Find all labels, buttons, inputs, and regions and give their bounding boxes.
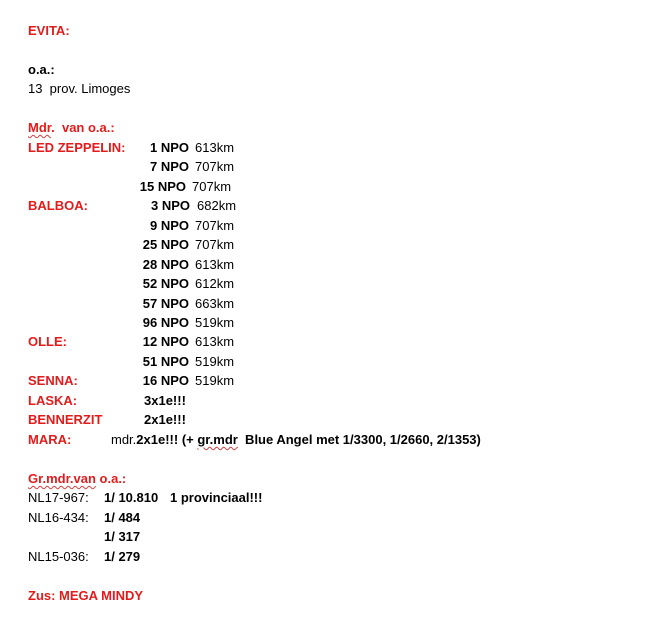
result-place: 7 NPO xyxy=(149,159,189,174)
grmdr-heading: Gr.mdr.van o.a.: xyxy=(28,471,127,486)
grmdr-extra: 1 provinciaal!!! xyxy=(170,490,263,505)
result-distance: 613km xyxy=(195,334,235,349)
result-place: 12 NPO xyxy=(142,334,189,349)
result-distance: 519km xyxy=(195,373,235,388)
result-distance: 612km xyxy=(195,276,235,291)
grmdr-ring: NL15-036: xyxy=(28,549,89,564)
result-distance: 707km xyxy=(192,179,232,194)
dog-name-olle: OLLE: xyxy=(28,334,67,349)
dog-name-led-zeppelin: LED ZEPPELIN: xyxy=(28,140,126,155)
grmdr-value: 1/ 317 xyxy=(104,529,141,544)
result-place: 1 NPO xyxy=(149,140,189,155)
dog-name-senna: SENNA: xyxy=(28,373,78,388)
result-distance: 519km xyxy=(195,315,235,330)
result-place: 9 NPO xyxy=(149,218,189,233)
result-distance: 519km xyxy=(195,354,235,369)
sibling-line: Zus: MEGA MINDY xyxy=(28,588,144,603)
dog-name-laska: LASKA: xyxy=(28,393,78,408)
result-place: 3 NPO xyxy=(150,198,190,213)
result-place: 15 NPO xyxy=(139,179,186,194)
result-place: 57 NPO xyxy=(142,296,189,311)
result-distance: 707km xyxy=(195,237,235,252)
result-distance: 613km xyxy=(195,140,235,155)
result-distance: 613km xyxy=(195,257,235,272)
grmdr-value: 1/ 10.810 xyxy=(104,490,159,505)
dog-name-bennerzit: BENNERZIT xyxy=(28,412,103,427)
result-place: 51 NPO xyxy=(142,354,189,369)
bennerzit-result: 2x1e!!! xyxy=(144,412,186,427)
grmdr-ring: NL17-967: xyxy=(28,490,89,505)
dog-name-mara: MARA: xyxy=(28,432,72,447)
result-place: 16 NPO xyxy=(142,373,189,388)
dog-name-balboa: BALBOA: xyxy=(28,198,88,213)
laska-result: 3x1e!!! xyxy=(144,393,186,408)
result-distance: 663km xyxy=(195,296,235,311)
grmdr-value: 1/ 484 xyxy=(104,510,141,525)
result-distance: 707km xyxy=(195,159,235,174)
mdr-heading: Mdr. van o.a.: xyxy=(28,120,115,135)
page-title: EVITA: xyxy=(28,23,70,38)
result-place: 52 NPO xyxy=(142,276,189,291)
oa-heading: o.a.: xyxy=(28,62,55,77)
result-place: 25 NPO xyxy=(142,237,189,252)
result-place: 96 NPO xyxy=(142,315,189,330)
grmdr-ring: NL16-434: xyxy=(28,510,89,525)
result-distance: 707km xyxy=(195,218,235,233)
grmdr-value: 1/ 279 xyxy=(104,549,141,564)
result-distance: 682km xyxy=(197,198,237,213)
oa-text: 13 prov. Limoges xyxy=(28,81,131,96)
mara-result: mdr.2x1e!!! (+ gr.mdr Blue Angel met 1/3300, 1/2660, 2/1353) xyxy=(111,432,481,447)
result-place: 28 NPO xyxy=(142,257,189,272)
